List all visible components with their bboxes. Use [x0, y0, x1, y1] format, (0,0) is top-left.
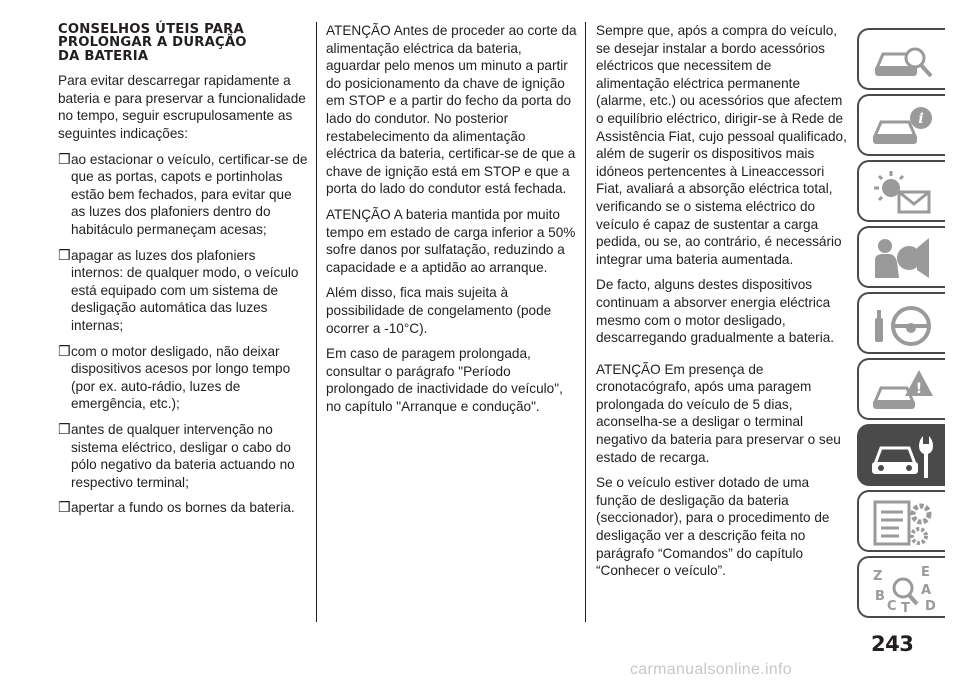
- tab-technical-specs[interactable]: [857, 490, 945, 552]
- checkbox-bullet-icon: ❒: [58, 150, 71, 167]
- column-divider-2: [585, 22, 586, 622]
- specs-list-gear-icon: [869, 498, 939, 548]
- checkbox-bullet-icon: ❒: [58, 420, 71, 437]
- heading-line-2: PROLONGAR A DURAÇÃO: [58, 35, 247, 51]
- tab-car-info[interactable]: [857, 94, 945, 156]
- column-3: [596, 22, 848, 588]
- warning-paragraph-charge: ATENÇÃO A bateria mantida por muito tempo em estado de carga inferior a 50% sofre danos por sulfatação, reduzindo a capacidade e a aptidão ao arranque.: [326, 206, 576, 275]
- index-letter: A: [921, 583, 932, 598]
- list-item: [58, 499, 308, 517]
- tab-car-search[interactable]: [857, 28, 945, 90]
- list-item-text: apertar a fundo os bornes da bateria.: [71, 500, 295, 516]
- index-letter: C: [887, 599, 897, 614]
- tachograph-warning-paragraph: ATENÇÃO Em presença de cronotacógrafo, após uma paragem prolongada do veículo de 5 dias, aconselha-se a desligar o terminal negativo da bateria para preservar o seu estado de recarga.: [596, 361, 841, 465]
- list-item: [58, 343, 308, 413]
- svg-text:i: i: [918, 111, 924, 127]
- chapter-tabs: [857, 28, 945, 622]
- column-divider-1: [316, 22, 317, 622]
- car-search-icon: [869, 36, 939, 86]
- tab-starting-driving[interactable]: [857, 292, 945, 354]
- index-letter: T: [901, 601, 910, 614]
- accessories-paragraph: Sempre que, após a compra do veículo, se desejar instalar a bordo acessórios eléctricos que necessitem de alimentação eléctrica permanente (alarme, etc.) ou acessórios que afectem o equilíbrio eléctrico, dirigir-se à Rede de Assistência Fiat, cujo pessoal qualificado, além de sugerir os dispositivos mais idóneos pertencentes à Lineaccessori Fiat, avaliará a absorção eléctrica total, verificando se o sistema eléctrico do veículo é capaz de sustentar a carga pedida, ou se, ao contrário, é necessário integrar uma bateria aumentada.: [596, 23, 847, 267]
- devices-paragraph: De facto, alguns destes dispositivos continuam a absorver energia eléctrica mesmo com o motor desligado, descarregando gradualmente a bateria.: [596, 277, 835, 346]
- index-letter: E: [921, 565, 930, 580]
- alphabet-index-icon: [869, 564, 939, 614]
- car-wrench-icon: [869, 432, 939, 482]
- svg-text:!: !: [915, 381, 923, 397]
- heading-line-3: DA BATERIA: [58, 48, 149, 64]
- checkbox-bullet-icon: ❒: [58, 246, 71, 263]
- steering-wheel-icon: [869, 300, 939, 350]
- index-letter: B: [875, 589, 885, 604]
- heading-line-1: CONSELHOS ÚTEIS PARA: [58, 22, 244, 37]
- watermark: carmanualsonline.info: [630, 661, 792, 678]
- freezing-paragraph: Além disso, fica mais sujeita à possibilidade de congelamento (pode ocorrer a -10°C).: [326, 285, 552, 336]
- list-item-text: com o motor desligado, não deixar dispositivos acesos por longo tempo (por ex. auto-rádio, luzes de emergência, etc.);: [71, 343, 291, 412]
- index-letter: Z: [873, 569, 883, 584]
- column-2: [326, 22, 578, 423]
- inactivity-paragraph: Em caso de paragem prolongada, consultar o parágrafo "Período prolongado de inactividade do veículo", no capítulo "Arranque e condução".: [326, 346, 563, 414]
- light-message-icon: [869, 168, 939, 218]
- list-item: [58, 151, 308, 239]
- list-item: [58, 247, 308, 335]
- intro-paragraph: Para evitar descarregar rapidamente a bateria e para preservar a funcionalidade no tempo, seguir escrupulosamente as seguintes indicações:: [58, 73, 306, 141]
- tab-alphabetical-index[interactable]: [857, 556, 945, 618]
- list-item-text: ao estacionar o veículo, certificar-se de que as portas, capots e portinholas estão bem fechados, para evitar que as luzes dos plafoniers dentro do habitáculo permaneçam acesas;: [71, 151, 308, 237]
- car-info-icon: [869, 102, 939, 152]
- checkbox-bullet-icon: ❒: [58, 342, 71, 359]
- tab-lights-messages[interactable]: [857, 160, 945, 222]
- tips-list: [58, 151, 308, 517]
- airbag-safety-icon: [869, 234, 939, 284]
- list-item-text: antes de qualquer intervenção no sistema eléctrico, desligar o cabo do pólo negativo da bateria actuando no respectivo terminal;: [71, 421, 295, 490]
- tab-maintenance[interactable]: [857, 424, 945, 486]
- page-number: 243: [871, 632, 914, 656]
- tab-emergency[interactable]: [857, 358, 945, 420]
- section-heading: [58, 23, 308, 63]
- tab-safety[interactable]: [857, 226, 945, 288]
- checkbox-bullet-icon: ❒: [58, 499, 71, 516]
- disconnector-paragraph: Se o veículo estiver dotado de uma função de desligação da bateria (seccionador), para o procedimento de desligação ver a descrição feita no parágrafo “Comandos” do capítulo “Conhecer o veículo”.: [596, 475, 830, 579]
- warning-triangle-icon: [869, 366, 939, 416]
- warning-paragraph-power-cut: ATENÇÃO Antes de proceder ao corte da alimentação eléctrica da bateria, aguardar pelo menos um minuto a partir do posicionamento da chave de ignição em STOP e a partir do fecho da porta do lado do condutor. No posterior restabelecimento da alimentação eléctrica da bateria, certificar-se de que a chave de ignição está em STOP e que a porta do lado do condutor está fechada.: [326, 23, 577, 197]
- list-item: [58, 421, 308, 491]
- list-item-text: apagar as luzes dos plafoniers internos: de qualquer modo, o veículo está equipado com um sistema de desligação automática das luzes internas;: [71, 247, 299, 333]
- index-letter: D: [925, 599, 936, 614]
- column-1: [58, 22, 308, 525]
